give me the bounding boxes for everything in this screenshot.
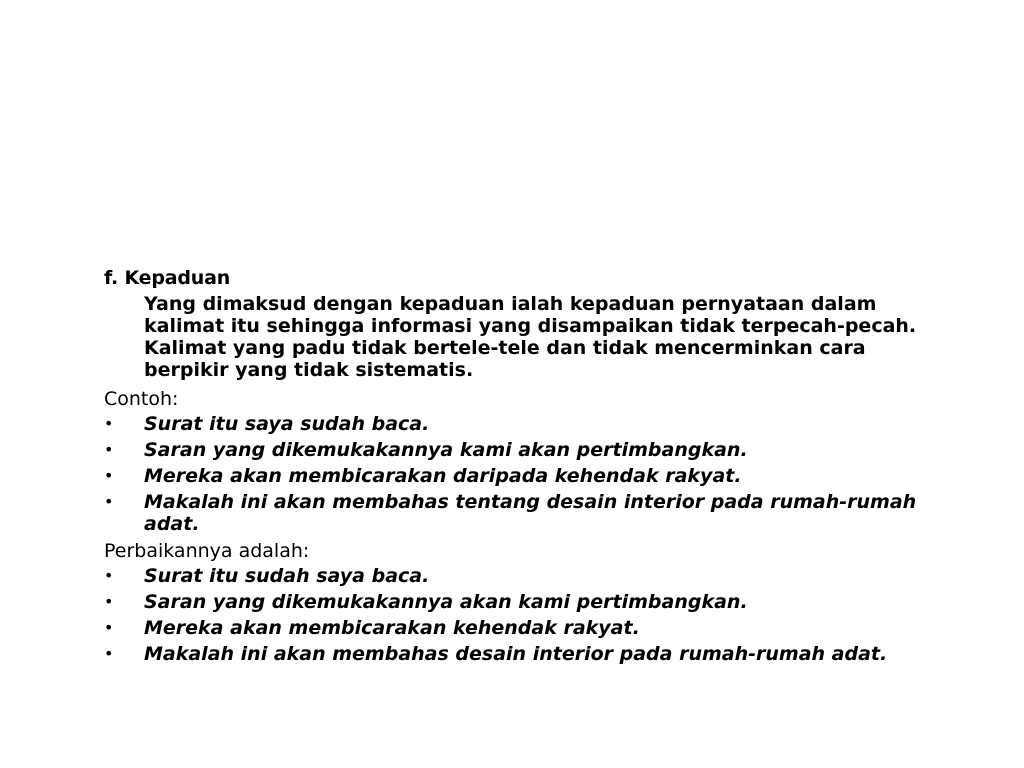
example-item <box>104 491 934 535</box>
bullet-marker: • <box>104 618 114 637</box>
bullet-marker: • <box>104 566 114 585</box>
bullet-marker: • <box>104 440 114 459</box>
correction-item <box>104 565 934 587</box>
bullet-marker: • <box>104 592 114 611</box>
example-item <box>104 439 934 461</box>
correction-text: Mereka akan membicarakan kehendak rakyat. <box>144 617 640 639</box>
example-text: Mereka akan membicarakan daripada kehendak rakyat. <box>144 465 742 487</box>
correction-item <box>104 591 934 613</box>
bullet-marker: • <box>104 644 114 663</box>
example-item <box>104 413 934 435</box>
example-text: Saran yang dikemukakannya kami akan pertimbangkan. <box>144 439 748 461</box>
slide-content <box>104 266 964 669</box>
correction-text: Saran yang dikemukakannya akan kami pertimbangkan. <box>144 591 748 613</box>
correction-item <box>104 617 934 639</box>
correction-item <box>104 643 934 665</box>
examples-list <box>104 413 964 535</box>
examples-label: Contoh: <box>104 388 179 410</box>
example-text: Makalah ini akan membahas tentang desain interior pada rumah-rumah adat. <box>144 491 917 535</box>
section-description: Yang dimaksud dengan kepaduan ialah kepaduan pernyataan dalam kalimat itu sehingga informasi yang disampaikan tidak terpecah-pecah. Kalimat yang padu tidak bertele-tele dan tidak mencerminkan cara berpikir yang tidak sistematis. <box>144 293 917 381</box>
section-heading: f. Kepaduan <box>104 267 231 289</box>
example-text: Surat itu saya sudah baca. <box>144 413 430 435</box>
corrections-list <box>104 565 964 665</box>
bullet-marker: • <box>104 466 114 485</box>
bullet-marker: • <box>104 414 114 433</box>
example-item <box>104 465 934 487</box>
corrections-label: Perbaikannya adalah: <box>104 540 310 562</box>
correction-text: Surat itu sudah saya baca. <box>144 565 430 587</box>
correction-text: Makalah ini akan membahas desain interior pada rumah-rumah adat. <box>144 643 888 665</box>
bullet-marker: • <box>104 492 114 511</box>
